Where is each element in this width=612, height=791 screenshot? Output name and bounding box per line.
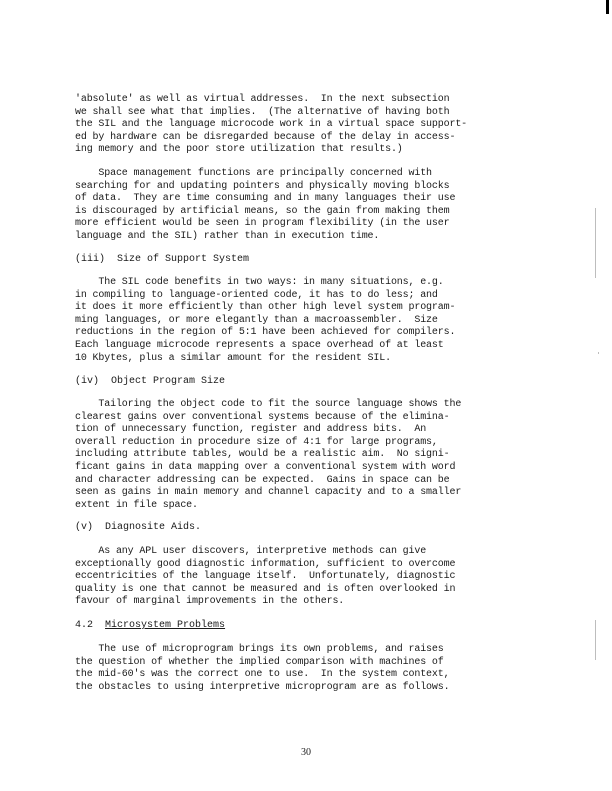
- section-number: 4.2: [75, 620, 94, 631]
- heading-object-program-size: (iv) Object Program Size: [75, 376, 226, 387]
- paragraph-microprogram-problems: The use of microprogram brings its own problems, and raises the question of whether the implied comparison with machines of the mid-60's was the correct one to use. In the system context, the obstacles to using interpretive microprogram are as follows.: [75, 644, 450, 693]
- scan-edge-mark: [606, 0, 609, 14]
- paragraph-sil-code-benefits: The SIL code benefits in two ways: in many situations, e.g. in compiling to language-oriented code, it has to do less; and it does it more efficiently than other high level system program- ming languages, or more elegantly than a macroassembler. Size reductions in the region of 5:1 have been achieved for compilers. Each language microcode represents a space overhead of at least 10 Kbytes, plus a similar amount for the resident SIL.: [75, 277, 456, 364]
- heading-diagnostic-aids: (v) Diagnosite Aids.: [75, 522, 202, 533]
- scan-margin-mark: [595, 620, 596, 660]
- page-number: 30: [301, 747, 311, 758]
- paragraph-space-management: Space management functions are principally concerned with searching for and updating pointers and physically moving blocks of data. They are time consuming and in many languages their use is discouraged by artificial means, so the gain from making them more efficient would be seen in program flexibility (in the user language and the SIL) rather than in execution time.: [75, 168, 456, 242]
- paragraph-virtual-addresses: 'absolute' as well as virtual addresses. In the next subsection we shall see what that implies. (The alternative of having both the SIL and the language microcode work in a virtual space support- ed by hardware can be disregarded because of the delay in access- ing memory and the poor store utilization that results.): [75, 94, 468, 156]
- scan-margin-mark: [598, 352, 599, 354]
- section-title: Microsystem Problems: [105, 620, 226, 631]
- paragraph-tailoring-object-code: Tailoring the object code to fit the source language shows the clearest gains over conventional systems because of the elimina- tion of unnecessary function, register and address bits. An overall reduction in procedure size of 4:1 for large programs, including attribute tables, would be a realistic aim. No signi- ficant gains in data mapping over a conventional system with word and character addressing can be expected. Gains in space can be seen as gains in main memory and channel capacity and to a smaller extent in file space.: [75, 399, 462, 511]
- scan-margin-mark: [595, 208, 596, 278]
- heading-size-of-support-system: (iii) Size of Support System: [75, 254, 250, 265]
- section-heading-4-2: [75, 620, 225, 632]
- paragraph-apl-diagnostics: As any APL user discovers, interpretive methods can give exceptionally good diagnostic information, sufficient to overcome eccentricities of the language itself. Unfortunately, diagnostic quality is one that cannot be measured and is often overlooked in favour of marginal improvements in the others.: [75, 546, 456, 608]
